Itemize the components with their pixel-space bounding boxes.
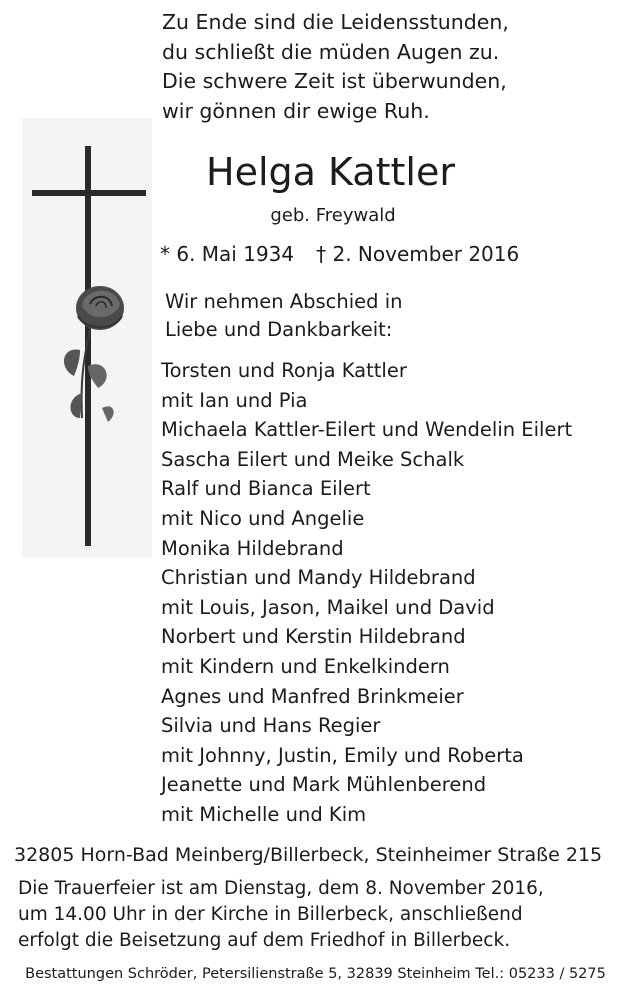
- funeral-service-info: [18, 876, 544, 954]
- family-address: 32805 Horn-Bad Meinberg/Billerbeck, Steinheimer Straße 215: [14, 844, 603, 866]
- mourner-line: mit Kindern und Enkelkindern: [161, 654, 450, 678]
- poem-line: wir gönnen dir ewige Ruh.: [162, 98, 430, 123]
- mourner-line: Sascha Eilert und Meike Schalk: [161, 447, 465, 471]
- mourner-line: Michaela Kattler-Eilert und Wendelin Eilert: [161, 418, 573, 442]
- poem-line: du schließt die müden Augen zu.: [162, 39, 500, 64]
- mourner-line: mit Michelle und Kim: [161, 802, 367, 826]
- mourner-line: Agnes und Manfred Brinkmeier: [161, 684, 464, 708]
- mourner-line: mit Johnny, Justin, Emily und Roberta: [161, 743, 524, 767]
- mourner-line: Christian und Mandy Hildebrand: [161, 566, 476, 590]
- life-dates: [160, 242, 519, 266]
- deceased-name: Helga Kattler: [206, 150, 455, 194]
- mourner-line: Norbert und Kerstin Hildebrand: [161, 625, 466, 649]
- mourner-line: mit Ian und Pia: [161, 388, 308, 412]
- intro-line: Wir nehmen Abschied in: [165, 290, 403, 313]
- service-line: um 14.00 Uhr in der Kirche in Billerbeck, anschließend: [18, 904, 523, 925]
- funeral-home-footer: Bestattungen Schröder, Petersilienstraße 5, 32839 Steinheim Tel.: 05233 / 5275: [25, 966, 606, 982]
- mourner-line: Silvia und Hans Regier: [161, 714, 381, 738]
- mourner-line: Monika Hildebrand: [161, 536, 344, 560]
- mourner-line: Torsten und Ronja Kattler: [161, 359, 407, 382]
- service-line: erfolgt die Beisetzung auf dem Friedhof in Billerbeck.: [18, 930, 511, 951]
- mourner-line: mit Louis, Jason, Maikel und David: [161, 595, 495, 619]
- mourner-line: Jeanette und Mark Mühlenberend: [161, 773, 487, 797]
- birth-date: * 6. Mai 1934: [160, 242, 295, 266]
- death-date: † 2. November 2016: [316, 242, 520, 266]
- poem-line: Die schwere Zeit ist überwunden,: [162, 69, 507, 93]
- poem: [162, 8, 509, 126]
- mourner-line: mit Nico und Angelie: [161, 506, 365, 530]
- farewell-intro: [165, 288, 402, 344]
- mourners-list: [161, 356, 572, 830]
- mourner-line: Ralf und Bianca Eilert: [161, 477, 371, 501]
- service-line: Die Trauerfeier ist am Dienstag, dem 8. November 2016,: [18, 878, 544, 899]
- birth-name: geb. Freywald: [270, 205, 396, 226]
- poem-line: Zu Ende sind die Leidensstunden,: [162, 10, 509, 34]
- intro-line: Liebe und Dankbarkeit:: [165, 318, 393, 341]
